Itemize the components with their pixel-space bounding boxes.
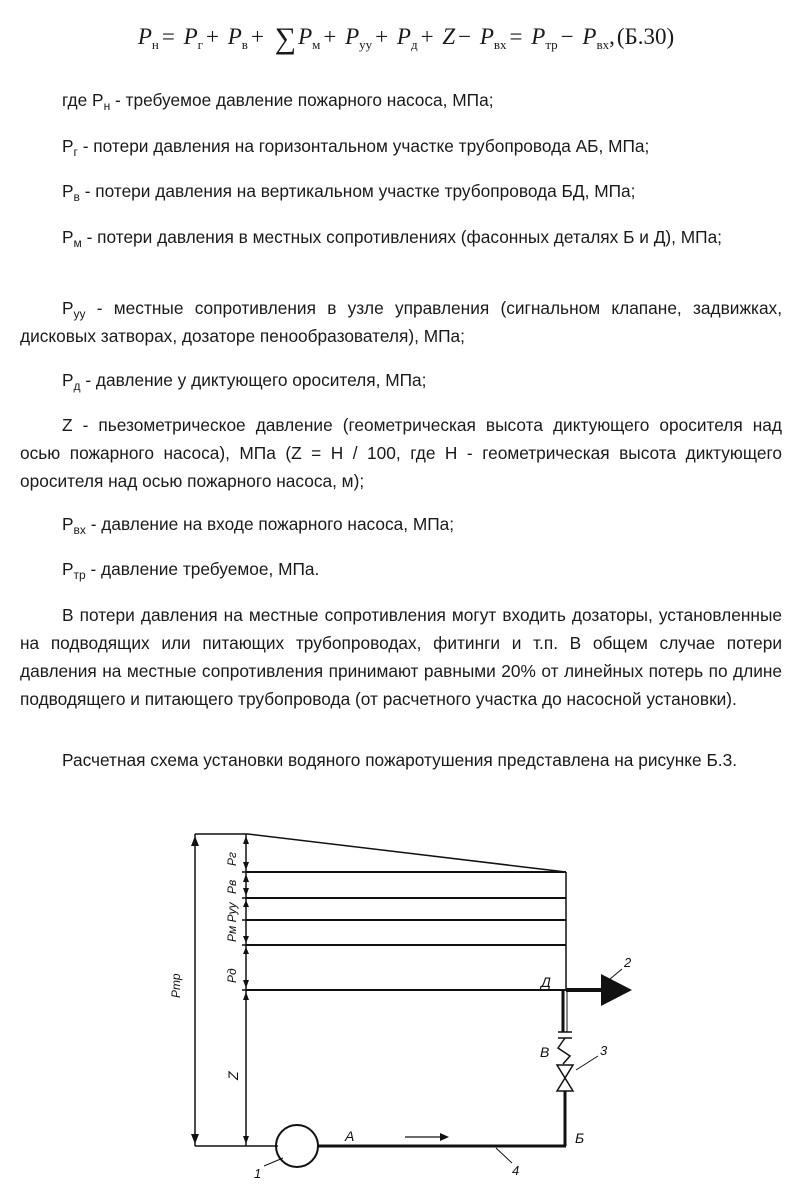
label-p-m-uu: Pм Pуу [225, 902, 239, 942]
definition-p-tr: $P_{тр}$ - давление требуемое, МПа. [62, 559, 320, 582]
label-p-v: Pв [225, 879, 239, 894]
paragraph-figure-reference: Расчетная схема установки водяного пожаротушения представлена на рисунке Б.3. [62, 750, 738, 770]
sprinkler-icon [601, 974, 632, 1006]
flow-arrow-icon [440, 1133, 449, 1141]
point-b: Б [575, 1130, 585, 1146]
formula-b30: $P_н = P_г + P_в + \sum P_м + P_{уу} + P_д + Z - P_{вх} = P_{тр} - P_{вх},(Б.30)$ [137, 22, 675, 55]
label-p-g: Pг [225, 852, 239, 866]
callout-2: 2 [624, 955, 632, 970]
point-a: А [345, 1128, 355, 1144]
definition-p-n: где $P_н$ - требуемое давление пожарного насоса, МПа; [62, 90, 494, 113]
definition-p-g: $P_г$ - потери давления на горизонтальном участке трубопровода АБ, МПа; [62, 136, 650, 159]
callout-4: 4 [512, 1163, 520, 1178]
fitting [558, 1038, 570, 1064]
definition-p-v: $P_в$ - потери давления на вертикальном участке трубопровода БД, МПа; [62, 181, 636, 204]
formula-label: (Б.30) [616, 24, 675, 49]
definition-z: Z - пьезометрическое давление (геометрическая высота диктующего оросителя над осью пожарного насоса), МПа (Z = H / 100, где H - геометрическая высота диктующего оросителя над осью пожарного насоса, м); [20, 415, 782, 491]
callout-1: 1 [254, 1166, 262, 1181]
paragraph-local-losses: В потери давления на местные сопротивления могут входить дозаторы, установленные на подводящих или питающих трубопроводах, фитинги и т.п. В общем случае потери давления на местные сопротивления принимают равными 20% от линейных потерь по длине подводящего и питающего трубопровода (от расчетного участка до насосной установки). [20, 605, 782, 709]
label-p-tr: Pтр [169, 973, 183, 998]
point-v: В [540, 1044, 550, 1060]
valve-icon [557, 1065, 573, 1091]
pump-icon [276, 1125, 318, 1167]
grade-line [248, 834, 566, 872]
definition-p-uu: $P_{уу}$ - местные сопротивления в узле управления (сигнальном клапане, задвижках, дисковых затворах, дозаторе пенообразователя), МПа; [20, 298, 782, 346]
definition-p-d: $P_д$ - давление у диктующего оросителя, МПа; [62, 370, 427, 393]
definition-p-vkh: $P_{вх}$ - давление на входе пожарного насоса, МПа; [62, 514, 455, 537]
calculation-scheme-figure [0, 820, 812, 1200]
label-z: Z [225, 1071, 241, 1080]
point-d: Д [541, 974, 551, 990]
callout-3: 3 [600, 1043, 608, 1058]
definition-p-m: $P_м$ - потери давления в местных сопротивлениях (фасонных деталях Б и Д), МПа; [62, 227, 722, 250]
label-p-d: Pд [225, 968, 239, 983]
